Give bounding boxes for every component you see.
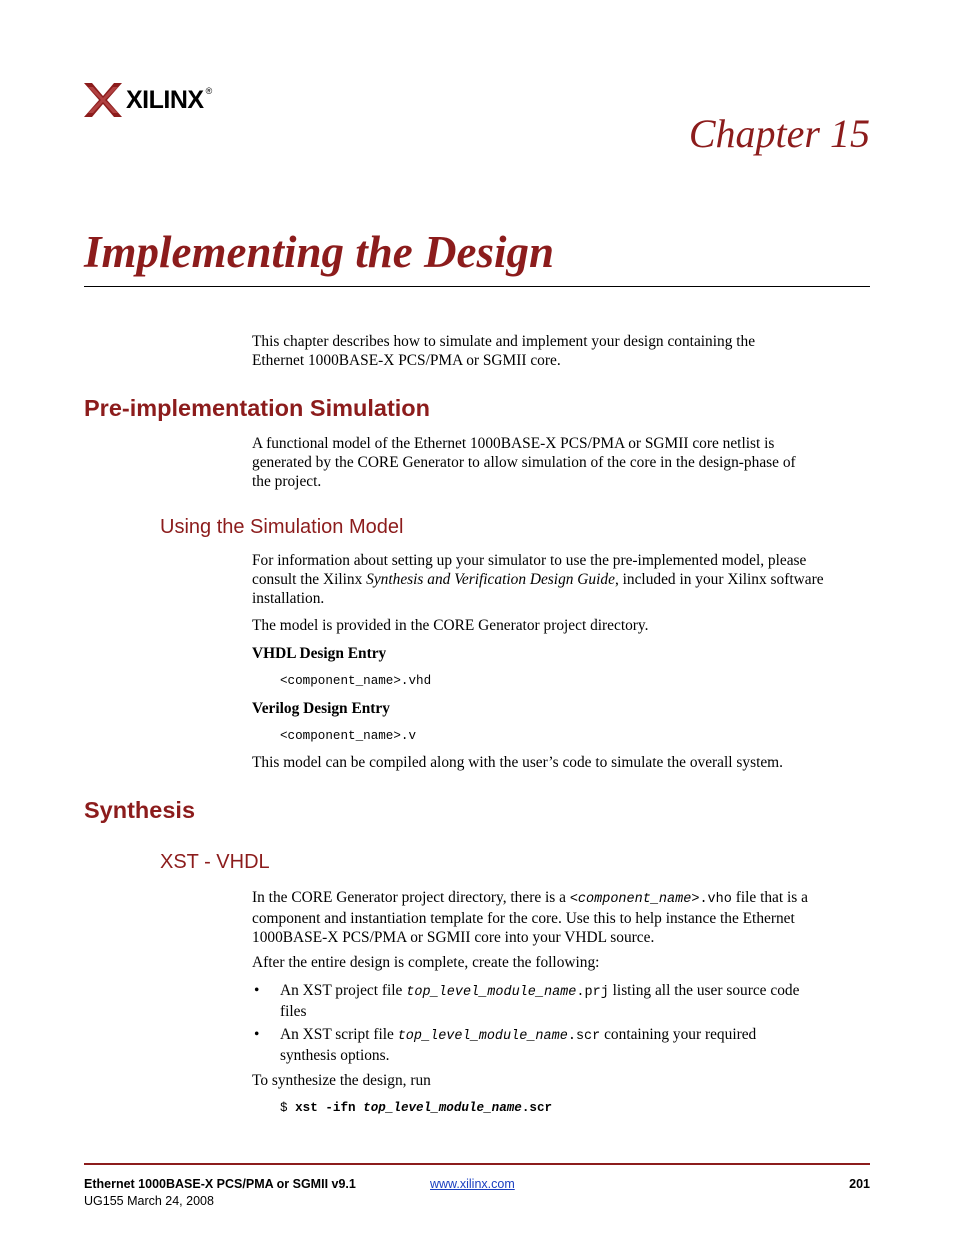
command-argument: top_level_module_name: [363, 1101, 522, 1115]
code-run: .prj: [576, 985, 609, 1000]
list-item: [280, 1025, 870, 1065]
code-run: .vho: [699, 892, 732, 907]
intro-line: This chapter describes how to simulate and implement your design containing the: [252, 333, 756, 350]
text-run: consult the Xilinx: [252, 571, 367, 588]
bullet-marker: •: [254, 982, 260, 999]
code-run: top_level_module_name: [397, 1029, 568, 1044]
text-run: In the CORE Generator project directory, there is a: [252, 889, 570, 906]
shell-prompt: $: [280, 1101, 296, 1115]
text-run: An XST project file: [280, 982, 407, 999]
paragraph-line: A functional model of the Ethernet 1000BASE-X PCS/PMA or SGMII core netlist is: [252, 435, 775, 452]
paragraph-line: [252, 888, 870, 909]
footer-doc-id: UG155 March 24, 2008: [84, 1194, 214, 1208]
list-item: [280, 981, 870, 1021]
footer-doc-title: Ethernet 1000BASE-X PCS/PMA or SGMII v9.1: [84, 1177, 356, 1191]
simmodel-paragraph-3: This model can be compiled along with the user’s code to simulate the overall system.: [252, 754, 783, 771]
simmodel-paragraph-2: The model is provided in the CORE Generator project directory.: [252, 617, 649, 634]
page-title: Implementing the Design: [84, 227, 555, 277]
page-number: 201: [849, 1177, 870, 1191]
list-item-line: [280, 1025, 870, 1046]
synthesis-paragraph-1: [252, 888, 870, 947]
heading-pre-implementation-simulation: Pre-implementation Simulation: [84, 395, 431, 421]
verilog-design-entry-label: Verilog Design Entry: [252, 700, 390, 717]
preimpl-paragraph: [252, 434, 870, 491]
list-item-line: synthesis options.: [280, 1047, 390, 1064]
text-run: containing your required: [600, 1026, 757, 1043]
bullet-marker: •: [254, 1026, 260, 1043]
intro-line: Ethernet 1000BASE-X PCS/PMA or SGMII core.: [252, 352, 561, 369]
code-run: .scr: [567, 1029, 601, 1044]
logo-wordmark: XILINX: [126, 85, 204, 114]
vhdl-code: <component_name>.vhd: [280, 674, 432, 688]
paragraph-line: component and instantiation template for the core. Use this to help instance the Ethernet: [252, 910, 795, 927]
guide-title: Synthesis and Verification Design Guide: [366, 571, 615, 588]
paragraph-line: the project.: [252, 473, 322, 490]
heading-using-simulation-model: Using the Simulation Model: [160, 516, 404, 538]
text-run: , included in your Xilinx software: [614, 571, 824, 588]
list-item-line: [280, 981, 870, 1002]
command-extension: .scr: [521, 1101, 553, 1115]
vhdl-design-entry-label: VHDL Design Entry: [252, 645, 387, 662]
text-run: An XST script file: [280, 1026, 398, 1043]
synthesis-paragraph-2: After the entire design is complete, create the following:: [252, 954, 600, 971]
footer-divider: [84, 1163, 870, 1165]
list-item-line: files: [280, 1003, 307, 1020]
code-run: <: [569, 892, 578, 907]
code-run: component_name: [577, 892, 692, 907]
paragraph-line: For information about setting up your simulator to use the pre-implemented model, please: [252, 552, 807, 569]
xilinx-logo-icon: [84, 83, 122, 117]
simmodel-paragraph-1: [252, 551, 870, 608]
paragraph-line: installation.: [252, 590, 325, 607]
heading-xst-vhdl: XST - VHDL: [160, 851, 270, 873]
paragraph-line: [252, 570, 870, 589]
paragraph-line: generated by the CORE Generator to allow simulation of the core in the design-phase of: [252, 454, 796, 471]
registered-mark: ®: [205, 86, 213, 96]
chapter-label: Chapter 15: [688, 111, 870, 156]
verilog-code: <component_name>.v: [280, 729, 417, 743]
command-text: xst -ifn: [295, 1101, 364, 1115]
text-run: listing all the user source code: [608, 982, 800, 999]
code-run: >: [691, 892, 700, 907]
paragraph-line: 1000BASE-X PCS/PMA or SGMII core into your VHDL source.: [252, 929, 655, 946]
synthesize-command: [280, 1100, 552, 1116]
synthesis-paragraph-3: To synthesize the design, run: [252, 1072, 431, 1089]
intro-paragraph: [252, 332, 870, 370]
heading-synthesis: Synthesis: [84, 797, 196, 823]
footer-website-link[interactable]: www.xilinx.com: [430, 1177, 515, 1191]
code-run: top_level_module_name: [406, 985, 577, 1000]
title-divider: [84, 286, 870, 287]
text-run: file that is a: [731, 889, 808, 906]
xilinx-logo: [84, 82, 212, 118]
